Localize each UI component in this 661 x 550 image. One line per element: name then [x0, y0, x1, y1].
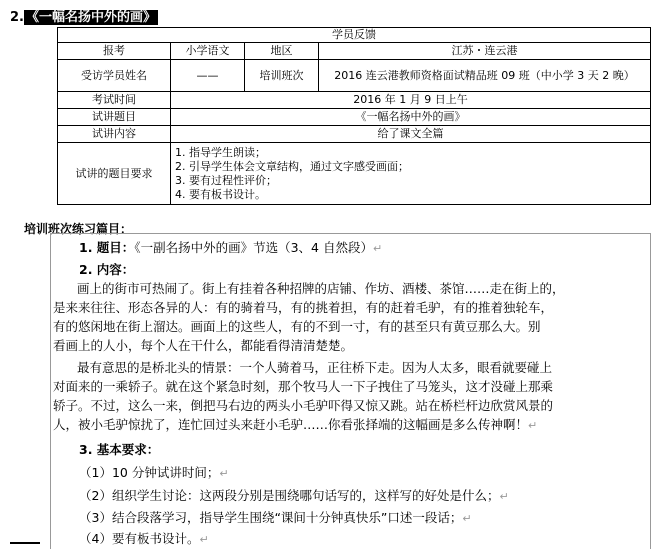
content-value: 给了课文全篇 — [171, 126, 651, 143]
requirement-text: （1）10 分钟试讲时间； — [79, 465, 220, 480]
content-line: 轿子。不过，这么一来，倒把马右边的两头小毛驴吓得又惊又跳。站在桥栏杆边欣赏风景的 — [53, 398, 554, 413]
section-number: 2. — [10, 10, 24, 25]
region-label: 地区 — [245, 43, 319, 60]
name-label: 受访学员姓名 — [58, 60, 171, 92]
practice-requirement — [79, 508, 472, 526]
class-label: 培训班次 — [245, 60, 319, 92]
practice-requirement — [79, 529, 209, 547]
practice-title-value: 《一副名扬中外的画》节选（3、4 自然段） — [134, 240, 373, 255]
content-line: 对面来的一乘轿子。就在这个紧急时刻，那个牧马人一下子拽住了马笼头，这才没碰上那乘 — [53, 379, 554, 394]
content-line — [53, 415, 537, 433]
requirement-text: （3）结合段落学习，指导学生围绕“课间十分钟真快乐”口述一段话； — [79, 510, 463, 525]
content-line: 画上的街市可热闹了。街上有挂着各种招牌的店铺、作坊、酒楼、茶馆……走在街上的， — [77, 281, 565, 296]
region-value: 江苏・连云港 — [319, 43, 651, 60]
practice-title-label: 1. 题目： — [79, 240, 135, 255]
topic-label: 试讲题目 — [58, 109, 171, 126]
paragraph-mark: ↵ — [219, 467, 229, 480]
content-label: 试讲内容 — [58, 126, 171, 143]
content-line-text: 人，被小毛驴惊扰了，连忙回过头来赶小毛驴……你看张择端的这幅画是多么传神啊！ — [53, 417, 529, 432]
content-line: 最有意思的是桥北头的情景：一个人骑着马，正往桥下走。因为人太多，眼看就要碰上 — [77, 360, 553, 375]
requirement-item: 1. 指导学生朗读； — [175, 145, 266, 159]
paragraph-mark: ↵ — [462, 512, 472, 525]
requirement-item: 2. 引导学生体会文章结构，通过文字感受画面； — [175, 159, 409, 173]
practice-content-label: 2. 内容： — [79, 262, 135, 277]
paragraph-mark: ↵ — [199, 533, 209, 546]
requirement-item: 4. 要有板书设计。 — [175, 187, 266, 201]
requirements-label: 试讲的题目要求 — [58, 143, 171, 205]
class-value: 2016 连云港教师资格面试精品班 09 班（中小学 3 天 2 晚） — [319, 60, 651, 92]
paragraph-mark: ↵ — [372, 242, 383, 255]
table-caption: 学员反馈 — [58, 28, 651, 43]
section-heading — [10, 6, 158, 25]
exam-time-value: 2016 年 1 月 9 日上午 — [171, 92, 651, 109]
requirement-text: （4）要有板书设计。 — [79, 531, 200, 546]
exam-label: 报考 — [58, 43, 171, 60]
practice-heading: 培训班次练习篇目： — [24, 222, 133, 236]
exam-time-label: 考试时间 — [58, 92, 171, 109]
paragraph-mark: ↵ — [499, 490, 509, 503]
section-title: 《一幅名扬中外的画》 — [25, 10, 156, 25]
practice-requirement — [79, 486, 509, 504]
practice-box — [50, 233, 651, 549]
paragraph-mark: ↵ — [528, 419, 538, 432]
practice-requirements-label: 3. 基本要求： — [79, 442, 160, 457]
topic-value: 《一幅名扬中外的画》 — [171, 109, 651, 126]
exam-value: 小学语文 — [171, 43, 245, 60]
requirement-text: （2）组织学生讨论：这两段分别是围绕哪句话写的，这样写的好处是什么； — [79, 488, 500, 503]
requirements-cell — [171, 143, 651, 205]
content-line: 有的悠闲地在街上溜达。画面上的这些人，有的不到一寸，有的甚至只有黄豆那么大。别 — [53, 319, 541, 334]
content-line: 看画上的人小，每个人在干什么，都能看得清清楚楚。 — [53, 338, 354, 353]
content-line: 是来来往往、形态各异的人：有的骑着马，有的挑着担，有的赶着毛驴，有的推着独轮车， — [53, 300, 554, 315]
practice-title-line — [79, 238, 382, 256]
feedback-table — [57, 27, 651, 205]
requirement-item: 3. 要有过程性评价； — [175, 173, 277, 187]
practice-requirement — [79, 463, 229, 481]
name-value: —— — [171, 60, 245, 92]
